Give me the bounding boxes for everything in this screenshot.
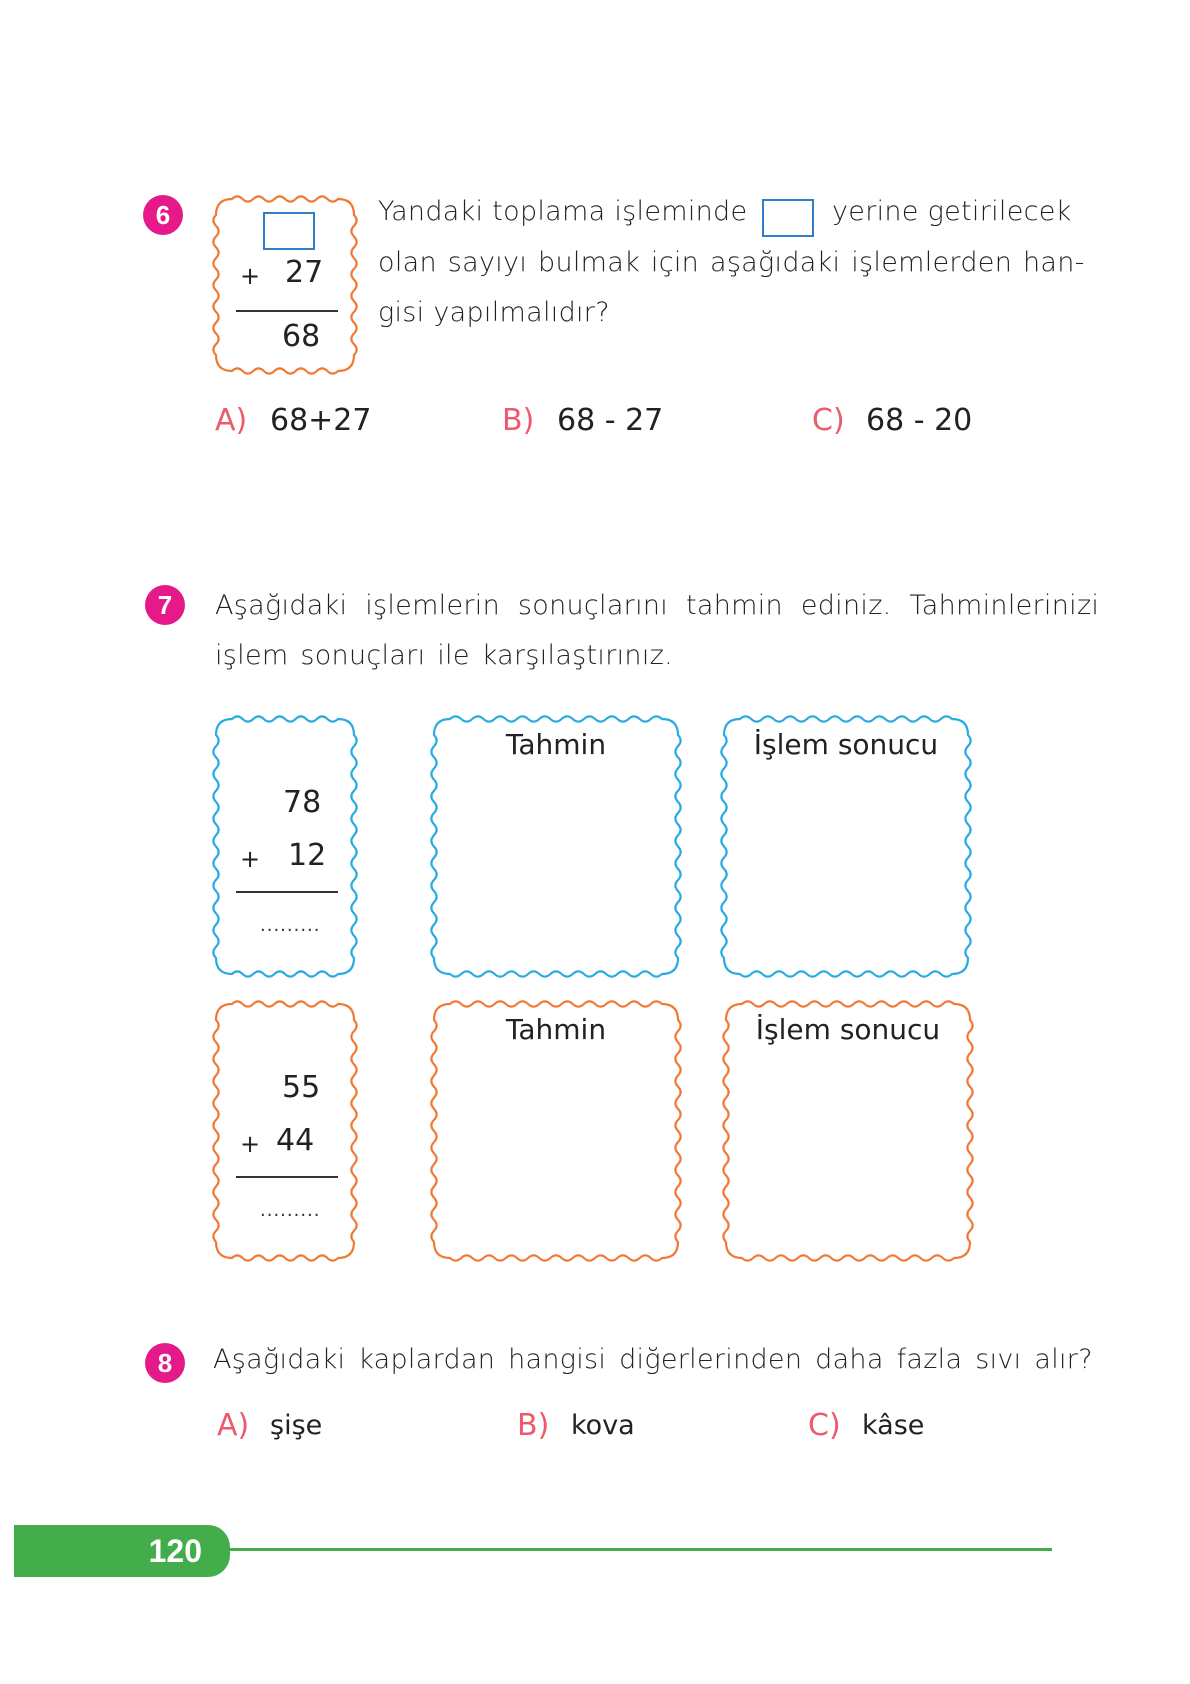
- question-number-badge: 8: [145, 1343, 185, 1383]
- estimate-label: Tahmin: [505, 1013, 607, 1046]
- option-c-value[interactable]: 68 - 20: [866, 403, 973, 438]
- result-blank[interactable]: .........: [260, 915, 321, 936]
- question-text-line: olan sayıyı bulmak için aşağıdaki işlemlerden han-: [378, 247, 1085, 278]
- estimate-label: Tahmin: [505, 728, 607, 761]
- option-b-value[interactable]: kova: [571, 1410, 635, 1441]
- page-number-tab: [14, 1525, 230, 1577]
- question-text-line: Yandaki toplama işleminde: [378, 196, 748, 227]
- plus-operator: +: [240, 262, 261, 290]
- bottom-number: 12: [288, 838, 327, 873]
- question-number-badge: 7: [145, 585, 185, 625]
- sum-rule: [236, 310, 338, 312]
- sum-rule: [236, 1176, 338, 1178]
- question-text-line: Aşağıdaki işlemlerin sonuçlarını tahmin ediniz. Tahminlerinizi: [215, 590, 1100, 621]
- question-text: Aşağıdaki kaplardan hangisi diğerlerinden daha fazla sıvı alır?: [213, 1344, 1093, 1375]
- top-number: 55: [282, 1070, 321, 1105]
- option-c-value[interactable]: kâse: [862, 1410, 925, 1441]
- top-number: 78: [283, 785, 322, 820]
- option-c-letter[interactable]: C): [812, 403, 845, 438]
- option-a-letter[interactable]: A): [217, 1408, 250, 1443]
- sum-value: 68: [282, 319, 321, 354]
- question-text-line: işlem sonuçları ile karşılaştırınız.: [215, 640, 673, 671]
- option-c-letter[interactable]: C): [808, 1408, 841, 1443]
- wavy-frame-blue: [212, 715, 358, 978]
- result-answer-area[interactable]: [735, 770, 957, 965]
- estimate-answer-area[interactable]: [445, 770, 667, 965]
- answer-blank-box[interactable]: [263, 212, 315, 250]
- addend-value: 27: [285, 255, 324, 290]
- estimate-answer-area[interactable]: [445, 1055, 667, 1250]
- footer-rule: [230, 1548, 1052, 1551]
- question-text-line: gisi yapılmalıdır?: [378, 297, 610, 328]
- plus-operator: +: [240, 845, 261, 873]
- option-a-value[interactable]: şişe: [270, 1410, 323, 1441]
- inline-blank-box-icon: [762, 199, 814, 237]
- result-blank[interactable]: .........: [260, 1200, 321, 1221]
- option-b-letter[interactable]: B): [502, 403, 535, 438]
- option-b-letter[interactable]: B): [517, 1408, 550, 1443]
- option-a-letter[interactable]: A): [215, 403, 248, 438]
- option-b-value[interactable]: 68 - 27: [557, 403, 664, 438]
- result-label: İşlem sonucu: [753, 728, 939, 761]
- result-answer-area[interactable]: [737, 1055, 959, 1250]
- result-label: İşlem sonucu: [755, 1013, 941, 1046]
- page-number: 120: [148, 1533, 202, 1569]
- question-number-badge: 6: [143, 195, 183, 235]
- option-a-value[interactable]: 68+27: [270, 403, 372, 438]
- plus-operator: +: [240, 1130, 261, 1158]
- sum-rule: [236, 891, 338, 893]
- bottom-number: 44: [276, 1123, 315, 1158]
- question-text-line: yerine getirilecek: [832, 196, 1072, 227]
